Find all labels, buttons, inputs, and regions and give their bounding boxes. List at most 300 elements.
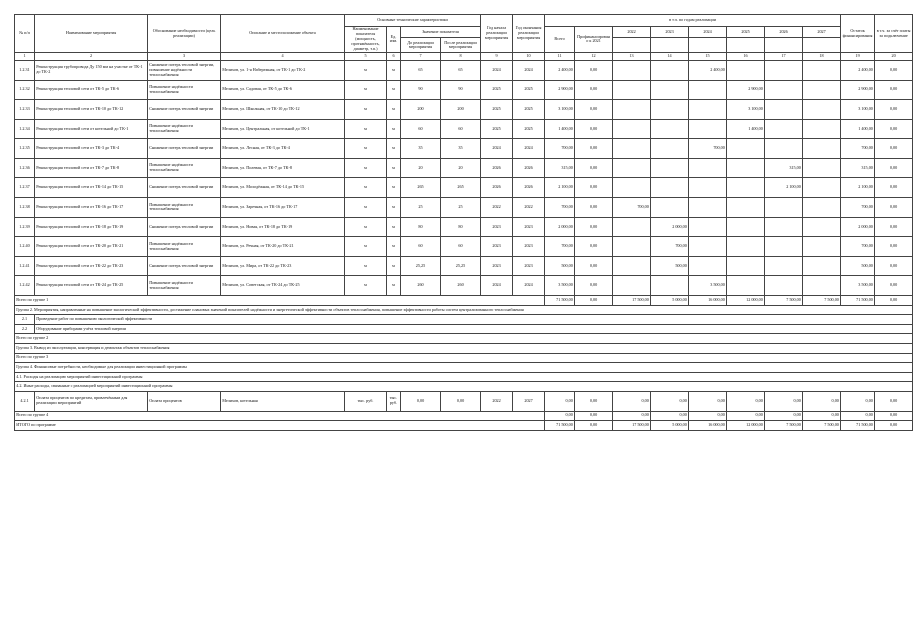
subtotal-group-4-total: 0,00 bbox=[545, 411, 575, 421]
cell-end: 2024 bbox=[513, 276, 545, 296]
cell-before: 35 bbox=[401, 139, 441, 159]
cell-y25 bbox=[727, 217, 765, 237]
cell-y25: 3 100,00 bbox=[727, 100, 765, 120]
subtotal-group-2 bbox=[15, 334, 913, 344]
header-unit: Ед. изм. bbox=[387, 26, 401, 53]
cell-basis: Снижение потерь тепловой энергии bbox=[148, 217, 221, 237]
group-3-title-text: Группа 3. Вывод из эксплуатации, консервация и демонтаж объектов теплоснабжения bbox=[15, 344, 913, 354]
cell-ratio: 0,00 bbox=[875, 119, 913, 139]
cell-y26 bbox=[765, 80, 803, 100]
cell-no: 1.2.33 bbox=[15, 100, 35, 120]
cell-name: Реконструкция тепловой сети от ТК-18 до ТК-19 bbox=[35, 217, 148, 237]
column-number: 9 bbox=[481, 53, 513, 61]
cell-param: м bbox=[387, 158, 401, 178]
subtotal-group-4-fin: 0,00 bbox=[575, 411, 613, 421]
cell-y27: 0,00 bbox=[803, 391, 841, 411]
cell-loc: Мелихов, ул. Молодёжная, от ТК-14 до ТК-15 bbox=[221, 178, 345, 198]
group-4-subsection-2 bbox=[15, 382, 913, 392]
cell-y27 bbox=[803, 139, 841, 159]
cell-y22 bbox=[613, 256, 651, 276]
cell-fin: 0,00 bbox=[575, 391, 613, 411]
cell-fin: 0,00 bbox=[575, 256, 613, 276]
cell-no: 1.2.37 bbox=[15, 178, 35, 198]
cell-after: 200 bbox=[441, 100, 481, 120]
header-connection-fee: в т.ч. за счёт платы за подключение bbox=[875, 15, 913, 53]
cell-after: 25,25 bbox=[441, 256, 481, 276]
header-no: № п/п bbox=[15, 15, 35, 53]
cell-start: 2024 bbox=[481, 139, 513, 159]
cell-fin: 0,00 bbox=[575, 119, 613, 139]
cell-y23 bbox=[651, 80, 689, 100]
cell-loc: Мелихов, котельная bbox=[221, 391, 345, 411]
subtotal-group-3-text: Всего по группе 3 bbox=[15, 353, 913, 363]
cell-fin: 0,00 bbox=[575, 139, 613, 159]
cell-param: м bbox=[387, 80, 401, 100]
cell-basis: Повышение надёжности теплоснабжения bbox=[148, 80, 221, 100]
cell-basis: Оплата процентов bbox=[148, 391, 221, 411]
cell-param: м bbox=[387, 198, 401, 218]
cell-y26 bbox=[765, 237, 803, 257]
investment-program-table bbox=[14, 14, 913, 431]
table-row bbox=[15, 217, 913, 237]
cell-after: 35 bbox=[441, 139, 481, 159]
table-row bbox=[15, 119, 913, 139]
cell-end: 2026 bbox=[513, 178, 545, 198]
subtotal-group-4-y22: 0,00 bbox=[613, 411, 651, 421]
cell-y25: 1 400,00 bbox=[727, 119, 765, 139]
header-remaining: Остаток финансирования bbox=[841, 15, 875, 53]
cell-start: 2023 bbox=[481, 256, 513, 276]
cell-y26: 2 100,00 bbox=[765, 178, 803, 198]
cell-y22: 0,00 bbox=[613, 391, 651, 411]
cell-y27 bbox=[803, 119, 841, 139]
cell-end: 2026 bbox=[513, 158, 545, 178]
cell-fin: 0,00 bbox=[575, 178, 613, 198]
header-after: После реализации мероприятия bbox=[441, 38, 481, 53]
group-4-subsection-2-text: 4.2. Иные расходы, связанные с реализацией мероприятий инвестиционной программы bbox=[15, 382, 913, 392]
cell-loc: Мелихов, ул. Садовая, от ТК-5 до ТК-6 bbox=[221, 80, 345, 100]
cell-unit: м bbox=[345, 100, 387, 120]
cell-start: 2023 bbox=[481, 237, 513, 257]
group-2-item-no: 2.1 bbox=[15, 315, 35, 325]
cell-y26 bbox=[765, 198, 803, 218]
cell-end: 2024 bbox=[513, 60, 545, 80]
cell-y22 bbox=[613, 139, 651, 159]
cell-start: 2025 bbox=[481, 80, 513, 100]
cell-y27 bbox=[803, 80, 841, 100]
table-row bbox=[15, 158, 913, 178]
cell-after: 0,00 bbox=[441, 391, 481, 411]
subtotal-group-4-rest: 0,00 bbox=[841, 411, 875, 421]
grand-total-row bbox=[15, 421, 913, 431]
header-year: 2025 bbox=[727, 26, 765, 38]
cell-ratio: 0,00 bbox=[875, 100, 913, 120]
cell-unit: м bbox=[345, 60, 387, 80]
cell-unit: тыс. руб. bbox=[345, 391, 387, 411]
cell-no: 4.2.1 bbox=[15, 391, 35, 411]
cell-y23: 2 000,00 bbox=[651, 217, 689, 237]
cell-no: 1.2.31 bbox=[15, 60, 35, 80]
subtotal-group-4-y24: 0,00 bbox=[689, 411, 727, 421]
cell-name: Реконструкция тепловой сети от ТК-16 до ТК-17 bbox=[35, 198, 148, 218]
table-row bbox=[15, 391, 913, 411]
cell-ratio: 0,00 bbox=[875, 237, 913, 257]
cell-y24 bbox=[689, 217, 727, 237]
cell-fin: 0,00 bbox=[575, 158, 613, 178]
cell-y27 bbox=[803, 178, 841, 198]
cell-before: 25,25 bbox=[401, 256, 441, 276]
cell-total: 1 400,00 bbox=[545, 119, 575, 139]
cell-param: м bbox=[387, 139, 401, 159]
header-finance-group: в т.ч. по годам реализации bbox=[545, 15, 841, 27]
cell-rest: 2 100,00 bbox=[841, 178, 875, 198]
column-number: 1 bbox=[15, 53, 35, 61]
cell-no: 1.2.34 bbox=[15, 119, 35, 139]
table-row bbox=[15, 256, 913, 276]
cell-y24 bbox=[689, 178, 727, 198]
header-year: 2026 bbox=[765, 26, 803, 38]
cell-before: 0,00 bbox=[401, 391, 441, 411]
cell-y24 bbox=[689, 100, 727, 120]
cell-rest: 3 100,00 bbox=[841, 100, 875, 120]
grand-total-row-fin: 0,00 bbox=[575, 421, 613, 431]
cell-y26 bbox=[765, 217, 803, 237]
cell-name: Реконструкция тепловой сети от ТК-3 до ТК-4 bbox=[35, 139, 148, 159]
cell-param: м bbox=[387, 60, 401, 80]
column-number: 7 bbox=[401, 53, 441, 61]
cell-ratio: 0,00 bbox=[875, 178, 913, 198]
cell-y26 bbox=[765, 119, 803, 139]
group-4-subsection-1 bbox=[15, 372, 913, 382]
cell-ratio: 0,00 bbox=[875, 139, 913, 159]
cell-param: м bbox=[387, 256, 401, 276]
cell-after: 260 bbox=[441, 276, 481, 296]
subtotal-group-4-y26: 0,00 bbox=[765, 411, 803, 421]
cell-before: 20 bbox=[401, 158, 441, 178]
column-number: 17 bbox=[765, 53, 803, 61]
cell-y22 bbox=[613, 276, 651, 296]
cell-y27 bbox=[803, 276, 841, 296]
cell-after: 60 bbox=[441, 119, 481, 139]
cell-unit: м bbox=[345, 158, 387, 178]
subtotal-group-4-ratio: 0,00 bbox=[875, 411, 913, 421]
header-year: 2023 bbox=[651, 26, 689, 38]
cell-basis: Снижение потерь тепловой энергии bbox=[148, 178, 221, 198]
cell-total: 500,00 bbox=[545, 256, 575, 276]
cell-y24: 700,00 bbox=[689, 139, 727, 159]
column-number: 16 bbox=[727, 53, 765, 61]
cell-fin: 0,00 bbox=[575, 80, 613, 100]
cell-start: 2025 bbox=[481, 100, 513, 120]
cell-start: 2026 bbox=[481, 158, 513, 178]
cell-y22 bbox=[613, 100, 651, 120]
header-location: Описание и местоположение объекта bbox=[221, 15, 345, 53]
cell-fin: 0,00 bbox=[575, 100, 613, 120]
cell-y22 bbox=[613, 217, 651, 237]
cell-no: 1.2.32 bbox=[15, 80, 35, 100]
cell-total: 0,00 bbox=[545, 391, 575, 411]
header-name: Наименование мероприятия bbox=[35, 15, 148, 53]
cell-name: Реконструкция тепловой сети от ТК-22 до ТК-23 bbox=[35, 256, 148, 276]
grand-total-row-y23: 5 000,00 bbox=[651, 421, 689, 431]
header-start-year: Год начала реализации мероприятия bbox=[481, 15, 513, 53]
subtotal-group-4-y23: 0,00 bbox=[651, 411, 689, 421]
group-2-item-text: Оборудование приборами учёта тепловой энергии bbox=[35, 324, 913, 334]
cell-y23 bbox=[651, 276, 689, 296]
cell-y26 bbox=[765, 100, 803, 120]
cell-rest: 2 400,00 bbox=[841, 60, 875, 80]
subtotal-group-4-y27: 0,00 bbox=[803, 411, 841, 421]
cell-y22 bbox=[613, 80, 651, 100]
header-year: 2024 bbox=[689, 26, 727, 38]
cell-y25: 0,00 bbox=[727, 391, 765, 411]
cell-unit: м bbox=[345, 119, 387, 139]
subtotal-group-1-y22: 17 500,00 bbox=[613, 296, 651, 306]
subtotal-group-3 bbox=[15, 353, 913, 363]
cell-total: 2 400,00 bbox=[545, 60, 575, 80]
subtotal-group-1-fin: 0,00 bbox=[575, 296, 613, 306]
cell-y26 bbox=[765, 60, 803, 80]
cell-unit: м bbox=[345, 217, 387, 237]
cell-unit: м bbox=[345, 276, 387, 296]
group-3-title bbox=[15, 344, 913, 354]
cell-after: 80 bbox=[441, 217, 481, 237]
cell-name: Реконструкция тепловой сети от котельной до ТК-1 bbox=[35, 119, 148, 139]
grand-total-row-y24: 16 000,00 bbox=[689, 421, 727, 431]
header-total: Всего bbox=[545, 26, 575, 53]
header-param-name: Наименование показателя (мощность, протяжённость, диаметр, т.п.) bbox=[345, 26, 387, 53]
cell-ratio: 0,00 bbox=[875, 217, 913, 237]
cell-y26 bbox=[765, 276, 803, 296]
cell-basis: Повышение надёжности теплоснабжения bbox=[148, 198, 221, 218]
cell-end: 2022 bbox=[513, 198, 545, 218]
group-2-item bbox=[15, 315, 913, 325]
header-basis: Обоснование необходимости (цель реализации) bbox=[148, 15, 221, 53]
column-number: 8 bbox=[441, 53, 481, 61]
subtotal-group-1-y23: 5 000,00 bbox=[651, 296, 689, 306]
cell-unit: м bbox=[345, 237, 387, 257]
cell-end: 2025 bbox=[513, 119, 545, 139]
table-row bbox=[15, 139, 913, 159]
grand-total-row-label: ИТОГО по программе bbox=[15, 421, 545, 431]
cell-ratio: 0,00 bbox=[875, 256, 913, 276]
cell-before: 260 bbox=[401, 276, 441, 296]
cell-rest: 700,00 bbox=[841, 139, 875, 159]
cell-param: м bbox=[387, 119, 401, 139]
column-number: 20 bbox=[875, 53, 913, 61]
grand-total-row-ratio: 0,00 bbox=[875, 421, 913, 431]
cell-param: м bbox=[387, 217, 401, 237]
subtotal-group-1-y26: 7 500,00 bbox=[765, 296, 803, 306]
cell-start: 2026 bbox=[481, 178, 513, 198]
table-row bbox=[15, 80, 913, 100]
cell-rest: 0,00 bbox=[841, 391, 875, 411]
cell-y22 bbox=[613, 119, 651, 139]
cell-no: 1.2.39 bbox=[15, 217, 35, 237]
column-number: 10 bbox=[513, 53, 545, 61]
subtotal-group-1-y27: 7 500,00 bbox=[803, 296, 841, 306]
cell-loc: Мелихов, ул. Новая, от ТК-18 до ТК-19 bbox=[221, 217, 345, 237]
cell-y25 bbox=[727, 256, 765, 276]
cell-rest: 700,00 bbox=[841, 198, 875, 218]
cell-y23: 0,00 bbox=[651, 391, 689, 411]
cell-basis: Повышение надёжности теплоснабжения bbox=[148, 237, 221, 257]
column-number: 2 bbox=[35, 53, 148, 61]
group-2-item bbox=[15, 324, 913, 334]
cell-y23 bbox=[651, 178, 689, 198]
cell-after: 60 bbox=[441, 237, 481, 257]
cell-y27 bbox=[803, 198, 841, 218]
cell-y24 bbox=[689, 119, 727, 139]
cell-y23 bbox=[651, 60, 689, 80]
cell-no: 1.2.40 bbox=[15, 237, 35, 257]
group-2-item-text: Проведение работ по повышению экологической эффективности bbox=[35, 315, 913, 325]
group-4-title-text: Группа 4. Финансовые потребности, необходимые для реализации инвестиционной программы bbox=[15, 363, 913, 373]
header-value-group: Значение показателя bbox=[401, 26, 481, 38]
cell-y23 bbox=[651, 100, 689, 120]
table-row bbox=[15, 198, 913, 218]
cell-basis: Повышение надёжности теплоснабжения bbox=[148, 276, 221, 296]
cell-end: 2023 bbox=[513, 256, 545, 276]
grand-total-row-y22: 17 500,00 bbox=[613, 421, 651, 431]
cell-y24: 0,00 bbox=[689, 391, 727, 411]
cell-before: 80 bbox=[401, 217, 441, 237]
cell-y25 bbox=[727, 198, 765, 218]
cell-loc: Мелихов, ул. Заречная, от ТК-16 до ТК-17 bbox=[221, 198, 345, 218]
cell-y22 bbox=[613, 237, 651, 257]
column-number-row bbox=[15, 53, 913, 61]
cell-basis: Снижение потерь тепловой энергии bbox=[148, 139, 221, 159]
cell-start: 2024 bbox=[481, 60, 513, 80]
cell-y27 bbox=[803, 217, 841, 237]
cell-basis: Снижение потерь тепловой энергии, повышение надёжности теплоснабжения bbox=[148, 60, 221, 80]
cell-rest: 1 400,00 bbox=[841, 119, 875, 139]
cell-fin: 0,00 bbox=[575, 217, 613, 237]
cell-after: 25 bbox=[441, 198, 481, 218]
cell-fin: 0,00 bbox=[575, 60, 613, 80]
subtotal-group-1-total: 71 500,00 bbox=[545, 296, 575, 306]
group-2-title bbox=[15, 305, 913, 315]
cell-y26: 315,00 bbox=[765, 158, 803, 178]
cell-rest: 315,00 bbox=[841, 158, 875, 178]
cell-loc: Мелихов, ул. Полевая, от ТК-7 до ТК-8 bbox=[221, 158, 345, 178]
cell-y24 bbox=[689, 256, 727, 276]
cell-total: 2 900,00 bbox=[545, 80, 575, 100]
column-number: 18 bbox=[803, 53, 841, 61]
cell-before: 265 bbox=[401, 178, 441, 198]
cell-name: Реконструкция тепловой сети от ТК-20 до ТК-21 bbox=[35, 237, 148, 257]
grand-total-row-y26: 7 500,00 bbox=[765, 421, 803, 431]
cell-y24 bbox=[689, 198, 727, 218]
cell-rest: 3 500,00 bbox=[841, 276, 875, 296]
grand-total-row-rest: 71 500,00 bbox=[841, 421, 875, 431]
cell-y27 bbox=[803, 100, 841, 120]
cell-name: Реконструкция тепловой сети от ТК-14 до ТК-15 bbox=[35, 178, 148, 198]
cell-param: м bbox=[387, 237, 401, 257]
cell-y25 bbox=[727, 60, 765, 80]
cell-ratio: 0,00 bbox=[875, 198, 913, 218]
cell-loc: Мелихов, ул. Советская, от ТК-24 до ТК-25 bbox=[221, 276, 345, 296]
column-number: 4 bbox=[221, 53, 345, 61]
cell-param: м bbox=[387, 178, 401, 198]
cell-no: 1.2.35 bbox=[15, 139, 35, 159]
cell-y25 bbox=[727, 139, 765, 159]
cell-start: 2022 bbox=[481, 391, 513, 411]
table-row bbox=[15, 100, 913, 120]
cell-after: 20 bbox=[441, 158, 481, 178]
cell-unit: м bbox=[345, 198, 387, 218]
grand-total-row-y27: 7 500,00 bbox=[803, 421, 841, 431]
cell-ratio: 0,00 bbox=[875, 80, 913, 100]
cell-loc: Мелихов, ул. Центральная, от котельной до ТК-1 bbox=[221, 119, 345, 139]
group-4-title bbox=[15, 363, 913, 373]
grand-total-row-y25: 12 000,00 bbox=[727, 421, 765, 431]
cell-y23 bbox=[651, 119, 689, 139]
cell-after: 65 bbox=[441, 60, 481, 80]
subtotal-group-4-y25: 0,00 bbox=[727, 411, 765, 421]
cell-no: 1.2.38 bbox=[15, 198, 35, 218]
cell-y27 bbox=[803, 256, 841, 276]
cell-name: Реконструкция тепловой сети от ТК-5 до ТК-6 bbox=[35, 80, 148, 100]
column-number: 11 bbox=[545, 53, 575, 61]
grand-total-row-total: 71 500,00 bbox=[545, 421, 575, 431]
cell-before: 60 bbox=[401, 119, 441, 139]
table-row bbox=[15, 237, 913, 257]
cell-y25 bbox=[727, 158, 765, 178]
cell-basis: Повышение надёжности теплоснабжения bbox=[148, 158, 221, 178]
cell-start: 2024 bbox=[481, 276, 513, 296]
cell-end: 2024 bbox=[513, 139, 545, 159]
cell-loc: Мелихов, ул. Школьная, от ТК-10 до ТК-12 bbox=[221, 100, 345, 120]
header-tech-group: Основные технические характеристики bbox=[345, 15, 481, 27]
cell-unit: м bbox=[345, 80, 387, 100]
cell-before: 25 bbox=[401, 198, 441, 218]
cell-total: 700,00 bbox=[545, 237, 575, 257]
cell-loc: Мелихов, ул. Лесная, от ТК-3 до ТК-4 bbox=[221, 139, 345, 159]
cell-name: Реконструкция трубопровода Ду 150 мм на участке от ТК-1 до ТК-2 bbox=[35, 60, 148, 80]
subtotal-group-1-rest: 71 500,00 bbox=[841, 296, 875, 306]
cell-total: 2 000,00 bbox=[545, 217, 575, 237]
cell-ratio: 0,00 bbox=[875, 391, 913, 411]
cell-total: 2 100,00 bbox=[545, 178, 575, 198]
subtotal-group-2-text: Всего по группе 2 bbox=[15, 334, 913, 344]
cell-y22: 700,00 bbox=[613, 198, 651, 218]
column-number: 19 bbox=[841, 53, 875, 61]
cell-no: 1.2.36 bbox=[15, 158, 35, 178]
cell-rest: 2 900,00 bbox=[841, 80, 875, 100]
table-row bbox=[15, 276, 913, 296]
cell-y27 bbox=[803, 60, 841, 80]
cell-basis: Снижение потерь тепловой энергии bbox=[148, 256, 221, 276]
cell-before: 60 bbox=[401, 237, 441, 257]
subtotal-group-1-label: Всего по группе 1 bbox=[15, 296, 545, 306]
subtotal-group-1-y24: 16 000,00 bbox=[689, 296, 727, 306]
header-financed: Профинансировано к 2021 bbox=[575, 26, 613, 53]
cell-y26 bbox=[765, 256, 803, 276]
cell-ratio: 0,00 bbox=[875, 60, 913, 80]
cell-y25 bbox=[727, 276, 765, 296]
cell-rest: 500,00 bbox=[841, 256, 875, 276]
cell-end: 2027 bbox=[513, 391, 545, 411]
cell-fin: 0,00 bbox=[575, 237, 613, 257]
cell-start: 2025 bbox=[481, 119, 513, 139]
cell-y23 bbox=[651, 198, 689, 218]
cell-loc: Мелихов, ул. Мира, от ТК-22 до ТК-23 bbox=[221, 256, 345, 276]
cell-no: 1.2.41 bbox=[15, 256, 35, 276]
cell-basis: Снижение потерь тепловой энергии bbox=[148, 100, 221, 120]
cell-name: Реконструкция тепловой сети от ТК-7 до ТК-8 bbox=[35, 158, 148, 178]
cell-unit: м bbox=[345, 256, 387, 276]
